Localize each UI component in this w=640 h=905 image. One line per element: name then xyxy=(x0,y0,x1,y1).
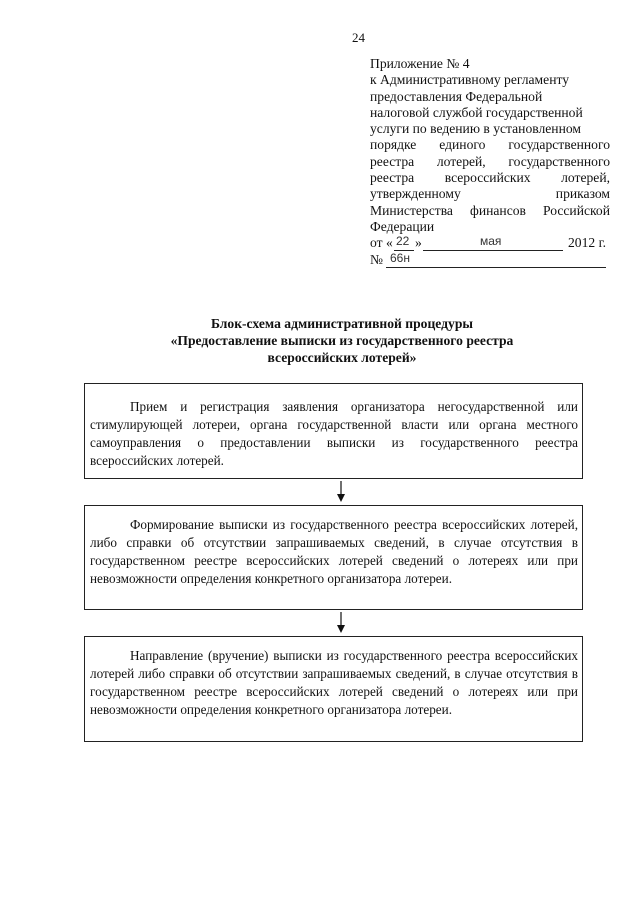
title-line: «Предоставление выписки из государственного реестра xyxy=(170,333,514,348)
flowchart-step-2 xyxy=(84,505,583,610)
page-number: 24 xyxy=(352,30,365,45)
appendix-line: порядке единого государственного xyxy=(370,137,610,153)
step-text: Формирование выписки из государственного реестра всероссийских лотерей, либо справки об отсутствии запрашиваемых сведений, в случае отсутствия в государственном реестре всероссийских лотерей сведений о лотереях или при невозможности определения конкретного организатора лотереи. xyxy=(90,517,578,586)
title-line: всероссийских лотерей» xyxy=(267,350,417,365)
appendix-line: налоговой службой государственной xyxy=(370,104,583,120)
appendix-line: услуги по ведению в установленном xyxy=(370,121,581,137)
flowchart-title xyxy=(80,315,604,366)
order-number-row xyxy=(370,252,610,269)
date-day: 22 xyxy=(396,234,410,249)
date-month: мая xyxy=(480,234,502,249)
number-prefix: № xyxy=(370,252,383,268)
step-text: Направление (вручение) выписки из государственного реестра всероссийских лотерей либо справки об отсутствии запрашиваемых сведений, в случае отсутствия в государственном реестре всероссийских лотерей сведений о лотереях или при невозможности определения конкретного организатора лотереи. xyxy=(90,648,578,717)
appendix-line: Федерации xyxy=(370,218,435,234)
title-line: Блок-схема административной процедуры xyxy=(210,316,474,331)
step-text: Прием и регистрация заявления организатора негосударственной или стимулирующей лотереи, органа государственной власти или органа местного самоуправления о предоставлении выписки из государственного реестра всероссийских лотерей. xyxy=(90,399,578,468)
arrow-down-icon xyxy=(336,481,346,503)
flowchart-step-1 xyxy=(84,383,583,479)
date-year: 2012 г. xyxy=(568,235,607,251)
flowchart-step-3 xyxy=(84,636,583,742)
date-prefix: от « xyxy=(370,235,393,251)
appendix-line: Министерства финансов Российской xyxy=(370,202,610,218)
appendix-line: реестра лотерей, государственного xyxy=(370,153,610,169)
order-number: 66н xyxy=(390,251,410,266)
appendix-title: Приложение № 4 xyxy=(370,56,470,71)
appendix-line: утвержденному приказом xyxy=(370,186,610,202)
date-close: » xyxy=(415,235,422,251)
arrow-down-icon xyxy=(336,612,346,634)
appendix-header xyxy=(370,56,610,269)
appendix-line: реестра всероссийских лотерей, xyxy=(370,170,610,186)
appendix-line: к Административному регламенту xyxy=(370,72,570,88)
appendix-line: предоставления Федеральной xyxy=(370,88,543,104)
